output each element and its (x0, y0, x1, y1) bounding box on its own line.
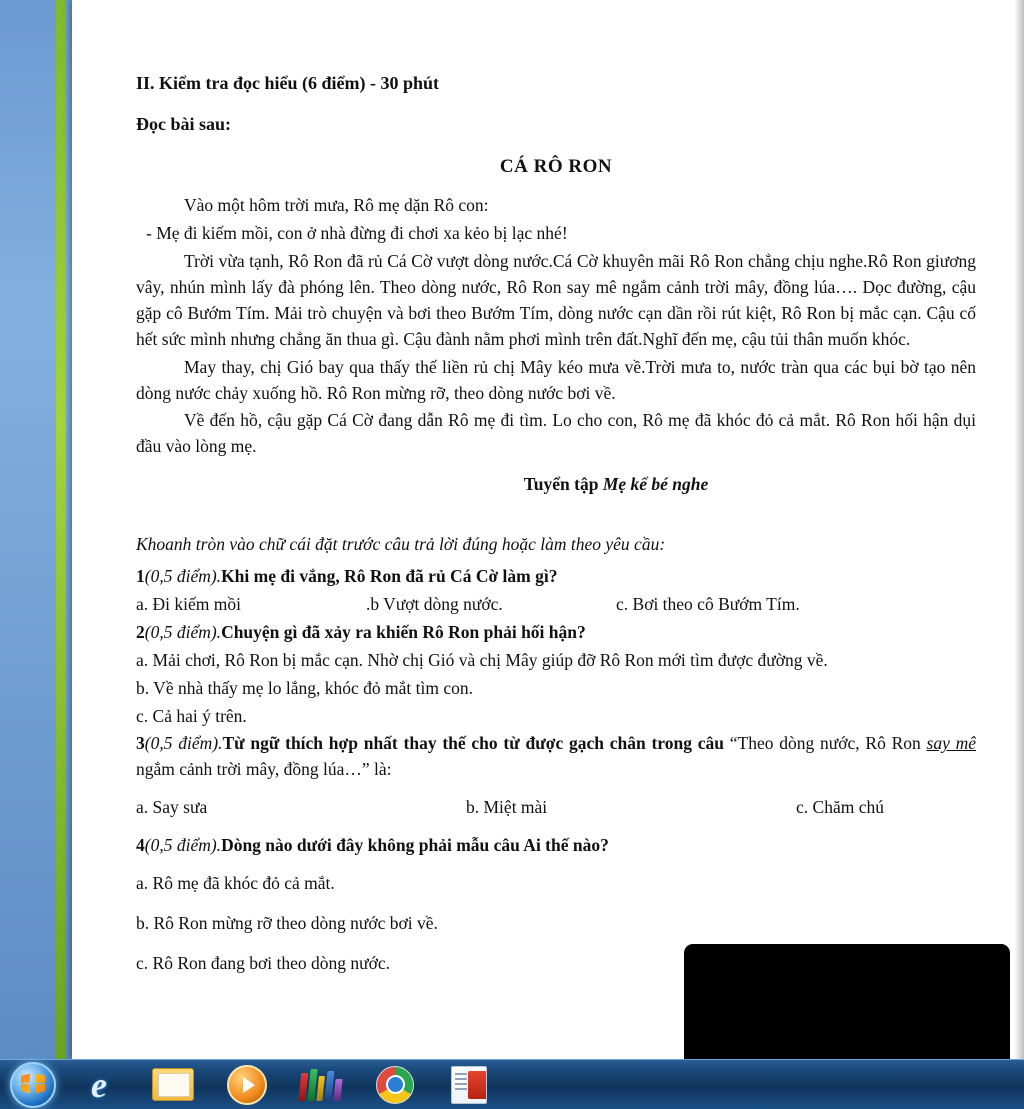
option-b[interactable]: b. Miệt mài (466, 797, 548, 818)
question-3-options (136, 795, 976, 821)
story-source (136, 472, 976, 498)
windows-logo-icon (10, 1062, 56, 1108)
source-prefix: Tuyển tập (523, 474, 603, 495)
section-heading: II. Kiểm tra đọc hiểu (6 điểm) - 30 phút (136, 73, 439, 93)
story-title: CÁ RÔ RON (499, 156, 613, 178)
desktop-green-accent (56, 0, 66, 1060)
read-instruction: Đọc bài sau: (136, 113, 232, 134)
option-b[interactable]: .b Vượt dòng nước. (366, 593, 503, 614)
story-paragraph: Vào một hôm trời mưa, Rô mẹ dặn Rô con: (184, 195, 489, 216)
question-1-options (136, 592, 976, 618)
books-icon (298, 1069, 343, 1101)
option-b[interactable]: b. Rô Ron mừng rỡ theo dòng nước bơi về. (136, 912, 438, 933)
taskbar (0, 1059, 1024, 1109)
option-c[interactable]: c. Cả hai ý trên. (136, 705, 247, 726)
start-button[interactable] (4, 1063, 62, 1107)
question-text: Từ ngữ thích hợp nhất thay thế cho từ được gạch chân trong câu (222, 733, 724, 754)
books-app-button[interactable] (284, 1063, 358, 1107)
question-4 (136, 833, 976, 859)
story-paragraph: May thay, chị Gió bay qua thấy thế liền rủ chị Mây kéo mưa về.Trời mưa to, nước tràn qua các bụi bờ tạo nên dòng nước chảy xuống hồ. Rô Ron mừng rỡ, theo dòng nước bơi về. (136, 356, 976, 403)
option-c[interactable]: c. Bơi theo cô Bướm Tím. (616, 593, 800, 614)
play-icon (227, 1065, 267, 1105)
file-explorer-button[interactable] (136, 1063, 210, 1107)
spacer (136, 823, 976, 833)
story-paragraph: - Mẹ đi kiếm mồi, con ở nhà đừng đi chơi xa kẻo bị lạc nhé! (146, 223, 568, 244)
question-score: (0,5 điểm). (144, 621, 222, 642)
word-document-icon (451, 1066, 487, 1104)
question-3 (136, 731, 976, 783)
question-score: (0,5 điểm). (144, 566, 222, 587)
question-number: 4 (136, 835, 145, 856)
story-paragraph: Trời vừa tạnh, Rô Ron đã rủ Cá Cờ vượt dòng nước.Cá Cờ khuyên mãi Rô Ron chẳng chịu nghe.Rô Ron giương vây, nhún mình lấy đà phóng lên. Theo dòng nước, Rô Ron say mê ngắm cảnh trời mây, đồng lúa…. Dọc đường, cậu gặp cô Bướm Tím. Mải trò chuyện và bơi theo Bướm Tím, dòng nước cạn dần rồi rút kiệt, Rô Ron bị mắc cạn. Cậu cố hết sức mình nhưng chẳng ăn thua gì. Cậu đành nằm phơi mình trên đất.Nghĩ đến mẹ, cậu tủi thân muốn khóc. (136, 251, 976, 349)
option-a[interactable]: a. Đi kiếm mồi (136, 593, 241, 614)
overlay-panel (684, 944, 1010, 1061)
question-text: Chuyện gì đã xảy ra khiến Rô Ron phải hối hận? (221, 621, 586, 642)
option-c[interactable]: c. Rô Ron đang bơi theo dòng nước. (136, 952, 391, 973)
page-edge-shadow (1014, 0, 1024, 1060)
question-number: 3 (136, 733, 145, 754)
question-text: Dòng nào dưới đây không phải mẫu câu Ai thế nào? (221, 835, 609, 856)
option-a[interactable]: a. Mải chơi, Rô Ron bị mắc cạn. Nhờ chị Gió và chị Mây giúp đỡ Rô Ron mới tìm được đường về. (136, 649, 828, 670)
internet-explorer-icon: e (91, 1064, 107, 1105)
document-body (72, 0, 1024, 977)
option-a[interactable]: a. Rô mẹ đã khóc đỏ cả mắt. (136, 872, 335, 893)
question-quote-open: “Theo dòng nước, Rô Ron (729, 733, 927, 754)
question-quote-close: ngắm cảnh trời mây, đồng lúa…” là: (136, 759, 392, 780)
desktop-background (0, 0, 72, 1060)
option-c[interactable]: c. Chăm chú (796, 797, 884, 818)
question-score: (0,5 điểm). (144, 733, 223, 754)
story-paragraph: Về đến hồ, cậu gặp Cá Cờ đang dẫn Rô mẹ đi tìm. Lo cho con, Rô mẹ đã khóc đỏ cả mắt. Rô Ron hối hận dụi đầu vào lòng mẹ. (136, 410, 976, 457)
chrome-browser-button[interactable] (358, 1063, 432, 1107)
internet-explorer-button[interactable] (62, 1063, 136, 1107)
option-b[interactable]: b. Về nhà thấy mẹ lo lắng, khóc đỏ mắt tìm con. (136, 677, 473, 698)
spacer (136, 861, 976, 871)
chrome-icon (376, 1066, 414, 1104)
spacer (136, 498, 976, 532)
folder-icon (152, 1068, 194, 1101)
quiz-instruction: Khoanh tròn vào chữ cái đặt trước câu trả lời đúng hoặc làm theo yêu cầu: (136, 534, 666, 555)
question-score: (0,5 điểm). (144, 835, 222, 856)
question-text: Khi mẹ đi vắng, Rô Ron đã rủ Cá Cờ làm gì? (221, 566, 558, 587)
underlined-phrase: say mê (926, 733, 977, 754)
option-a[interactable]: a. Say sưa (136, 797, 208, 818)
word-document-button[interactable] (432, 1063, 506, 1107)
question-2 (136, 620, 976, 646)
document-page (72, 0, 1024, 1060)
question-1 (136, 564, 976, 590)
question-number: 1 (136, 566, 145, 587)
spacer (136, 785, 976, 795)
question-number: 2 (136, 621, 145, 642)
source-title: Mẹ kể bé nghe (602, 474, 709, 495)
media-player-button[interactable] (210, 1063, 284, 1107)
